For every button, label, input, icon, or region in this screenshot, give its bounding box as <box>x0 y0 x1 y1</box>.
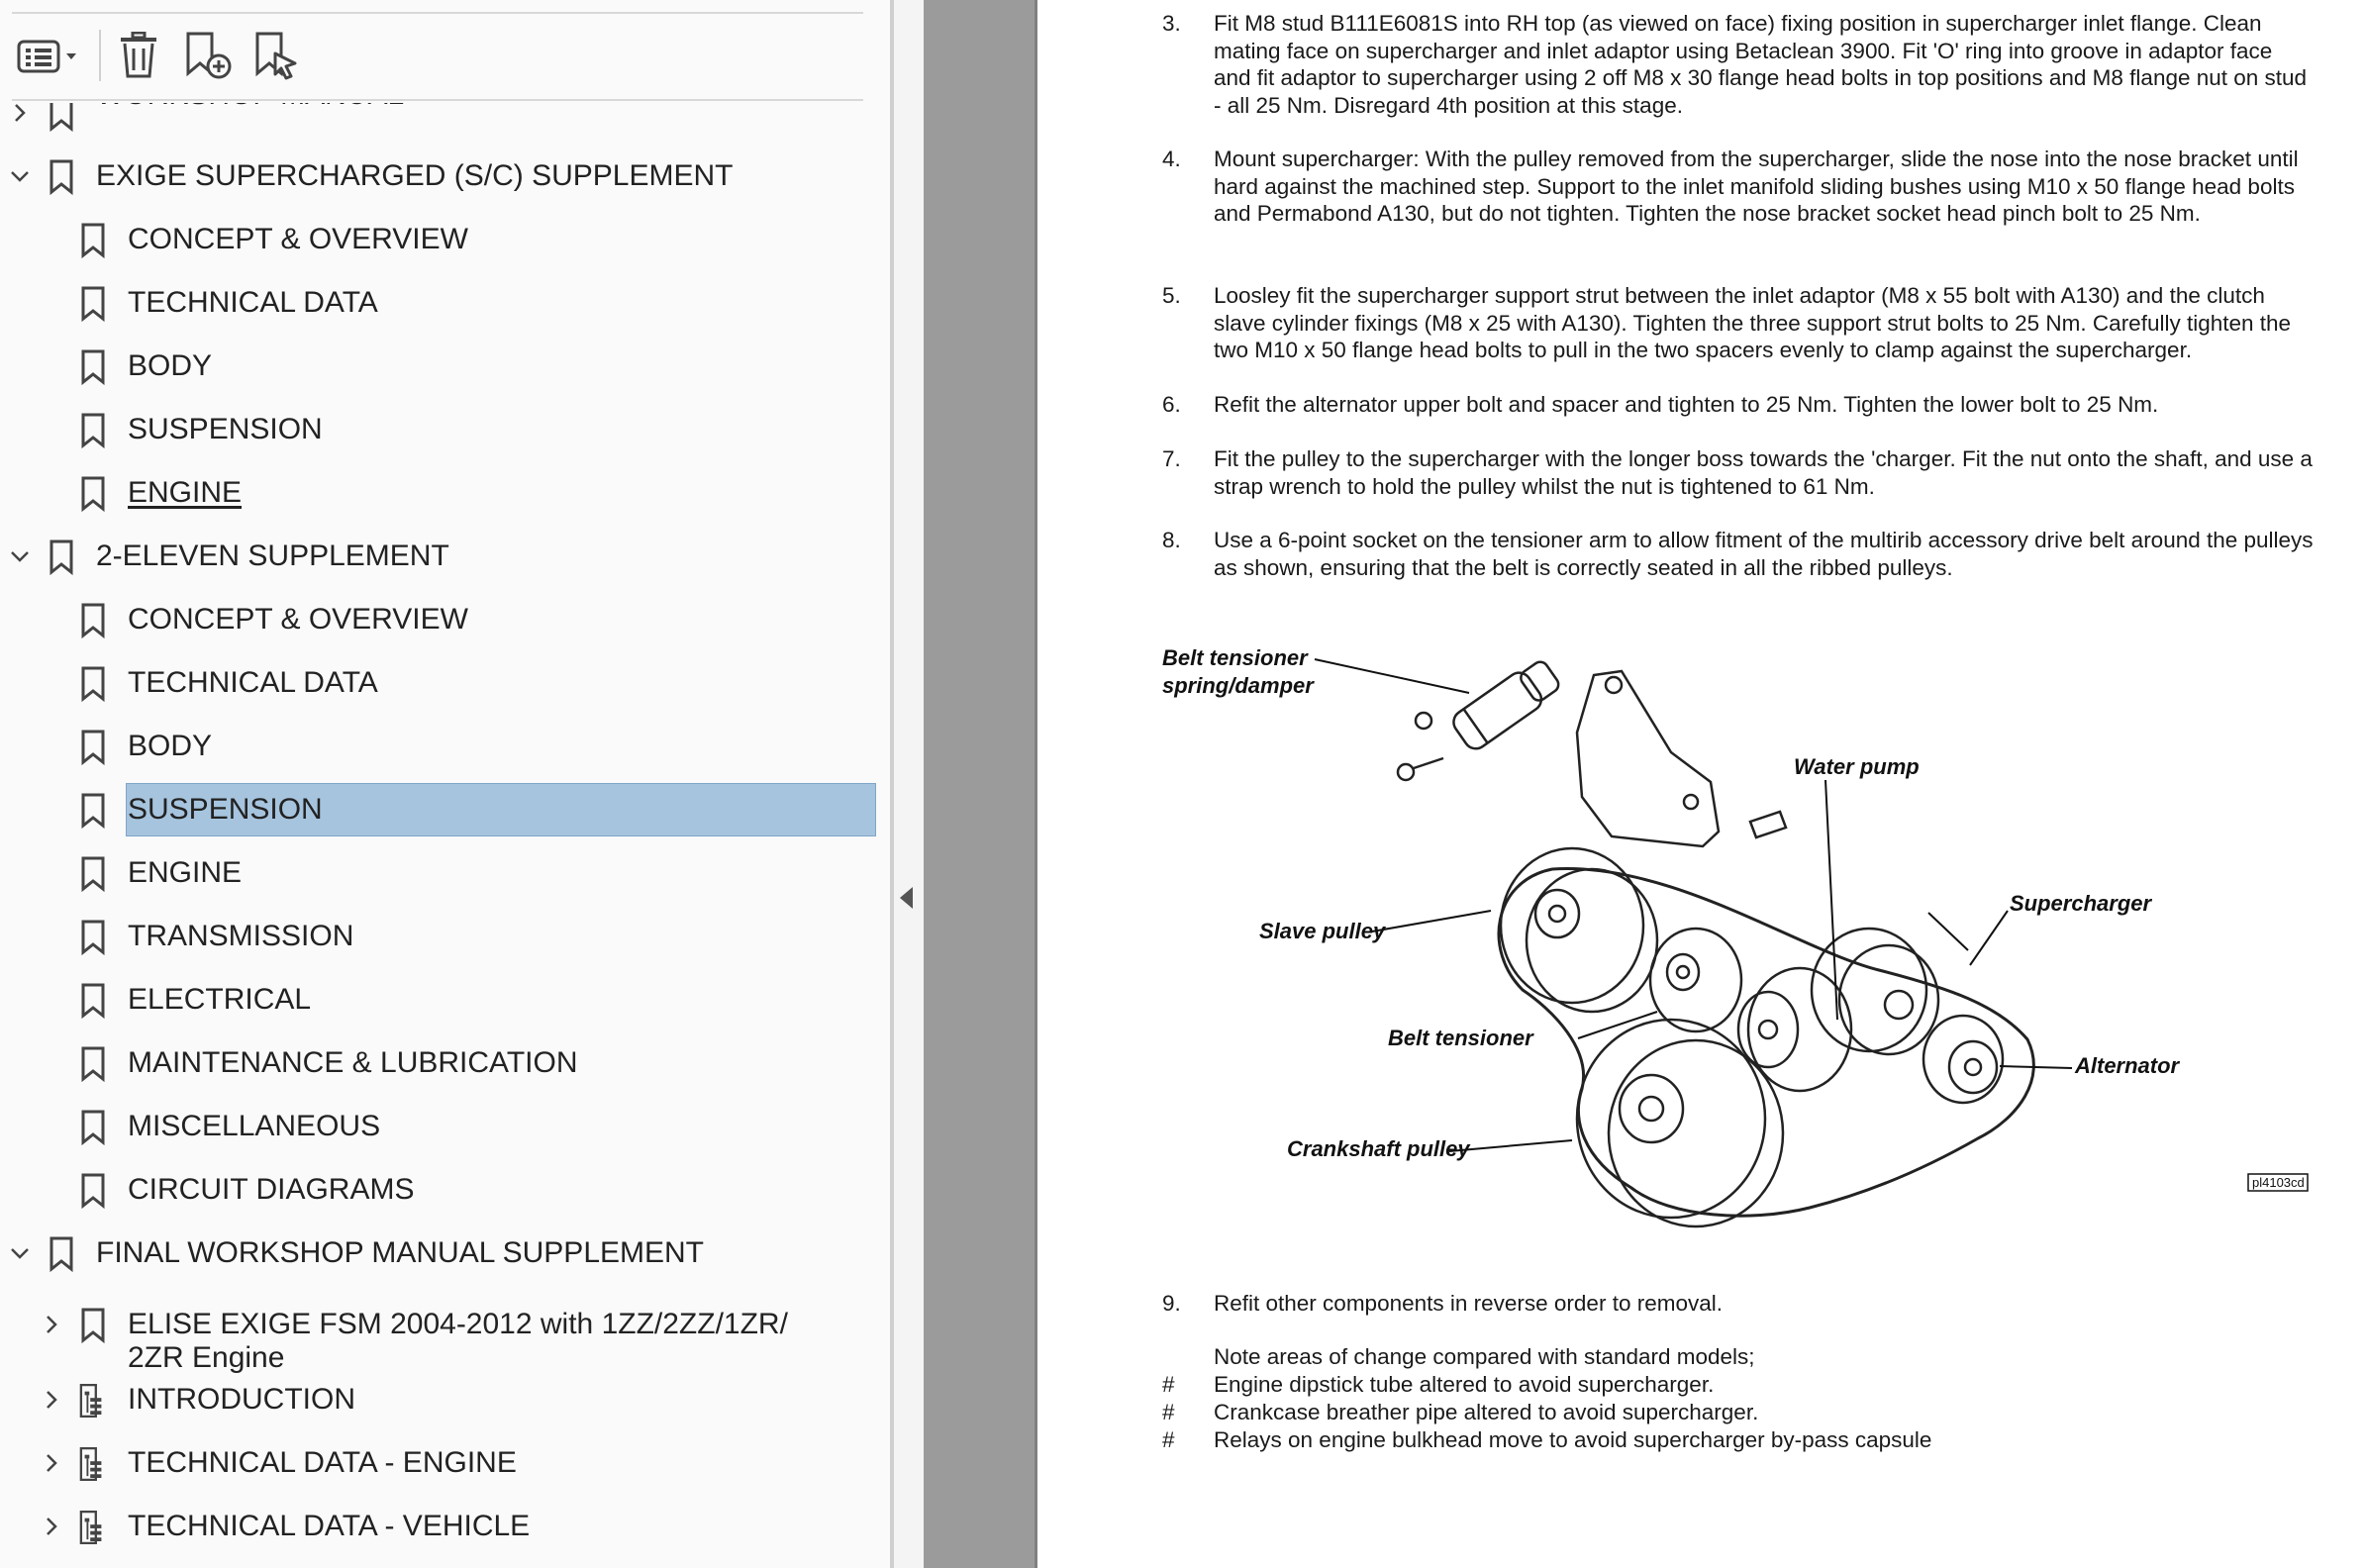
bookmark-label: TECHNICAL DATA - VEHICLE <box>128 1510 531 1542</box>
bookmark-icon <box>79 729 107 766</box>
step-text: Loosley fit the supercharger support strut between the inlet adaptor (M8 x 55 bolt with A130) and the clutch slave cylinder fixings (M8 x 25 with A130). Tighten the three support strut bolts to 25 Nm. Carefully tighten the two M10 x 50 flange head bolts to pull in the two spacers evenly to clamp against the supercharger. <box>1214 283 2292 362</box>
step-text: Fit the pulley to the supercharger with the longer boss towards the 'charger. Fit the nut onto the shaft, and use a strap wrench to hold the pulley whilst the nut is tightened to 61 Nm. <box>1214 446 2313 499</box>
supercharger-pulley-shape <box>1812 929 1938 1054</box>
bookmark-item[interactable] <box>0 590 890 649</box>
figure-ref: pl4103cd <box>2252 1175 2305 1190</box>
step-number: 9. <box>1162 1291 1181 1316</box>
callout-water-pump: Water pump <box>1794 754 1920 779</box>
chevron-down-icon[interactable] <box>6 162 34 190</box>
callout-crankshaft-pulley: Crankshaft pulley <box>1287 1136 1470 1161</box>
bookmark-item[interactable] <box>0 1295 890 1374</box>
bookmark-label: BODY <box>128 349 213 382</box>
bookmark-icon <box>48 1235 75 1273</box>
bookmark-item[interactable] <box>0 1097 890 1156</box>
find-current-bookmark-icon[interactable] <box>251 30 303 81</box>
chevron-down-icon[interactable] <box>6 542 34 570</box>
bookmark-item[interactable] <box>0 463 890 523</box>
delete-bookmark-icon[interactable] <box>113 30 164 81</box>
callout-alternator: Alternator <box>2075 1053 2180 1078</box>
callout-belt-tensioner: Belt tensioner <box>1388 1026 1533 1050</box>
bookmark-label: ENGINE <box>128 856 243 889</box>
step-number: 4. <box>1162 147 1181 171</box>
structure-bookmark-icon <box>79 1509 107 1546</box>
bookmark-label: MAINTENANCE & LUBRICATION <box>128 1046 578 1079</box>
collapse-panel-arrow-icon[interactable] <box>900 887 913 909</box>
callout-slave-pulley: Slave pulley <box>1259 919 1386 943</box>
step-text: Fit M8 stud B111E6081S into RH top (as viewed on face) fixing position in supercharger inlet flange. Clean mating face on supercharger and inlet adaptor using Betaclean 3900. Fit 'O' ring into groove in adaptor face and fit adaptor to supercharger using 2 off M8 x 30 flange head bolts in top positions and M8 flange nut on stud - all 25 Nm. Disregard 4th position at this stage. <box>1214 11 2308 118</box>
bookmark-label: EXIGE SUPERCHARGED (S/C) SUPPLEMENT <box>96 159 734 192</box>
note-item: Crankcase breather pipe altered to avoid supercharger. <box>1214 1400 1759 1424</box>
alternator-pulley-shape <box>1923 1016 2003 1103</box>
chevron-right-icon[interactable] <box>6 99 34 127</box>
bookmark-label-line2: 2ZR Engine <box>128 1341 285 1374</box>
bookmark-item[interactable] <box>0 273 890 333</box>
structure-bookmark-icon <box>79 1382 107 1420</box>
chevron-right-icon[interactable] <box>38 1513 65 1540</box>
step-number: 5. <box>1162 283 1181 308</box>
bookmark-icon <box>48 539 75 576</box>
structure-bookmark-icon <box>79 1445 107 1483</box>
bracket-shape <box>1577 671 1719 846</box>
note-intro: Note areas of change compared with standard models; <box>1214 1344 1755 1369</box>
bookmark-icon <box>79 1307 107 1344</box>
bookmark-icon <box>79 1109 107 1146</box>
new-bookmark-icon[interactable] <box>182 30 234 81</box>
step-number: 6. <box>1162 392 1181 417</box>
document-page <box>1037 0 2366 1568</box>
bookmark-label: MISCELLANEOUS <box>128 1110 381 1142</box>
leader-supercharger <box>1970 911 2008 965</box>
bookmark-item[interactable] <box>0 653 890 713</box>
bookmark-item[interactable] <box>0 400 890 459</box>
bookmark-label: FINAL WORKSHOP MANUAL SUPPLEMENT <box>96 1236 705 1269</box>
bookmark-item[interactable] <box>0 717 890 776</box>
bookmark-label: TECHNICAL DATA - ENGINE <box>128 1446 517 1479</box>
bookmark-label: TRANSMISSION <box>128 920 354 952</box>
bookmark-item[interactable] <box>0 780 890 839</box>
bookmark-icon <box>79 475 107 513</box>
bookmark-icon <box>79 919 107 956</box>
bookmark-icon <box>79 792 107 830</box>
bookmark-label: ELISE EXIGE FSM 2004-2012 with 1ZZ/2ZZ/1ZR/ <box>128 1308 788 1340</box>
bookmark-label: BODY <box>128 730 213 762</box>
tensioner-damper-shape <box>1449 655 1564 753</box>
bookmark-item[interactable] <box>0 1433 890 1493</box>
step-number: 7. <box>1162 446 1181 471</box>
bookmark-label: ENGINE <box>128 476 243 509</box>
chevron-right-icon[interactable] <box>38 1311 65 1338</box>
bookmark-label: 2-ELEVEN SUPPLEMENT <box>96 539 449 572</box>
bookmark-tree <box>0 0 890 1568</box>
bookmark-item[interactable] <box>0 907 890 966</box>
toolbar-separator <box>99 30 101 81</box>
bookmark-item[interactable] <box>0 1370 890 1429</box>
bookmark-label: CONCEPT & OVERVIEW <box>128 603 468 636</box>
step-number: 3. <box>1162 11 1181 36</box>
callout-belt-tensioner-damper-line2: spring/damper <box>1162 673 1314 698</box>
bookmark-item[interactable] <box>0 1033 890 1093</box>
note-item: Engine dipstick tube altered to avoid supercharger. <box>1214 1372 1715 1397</box>
chevron-right-icon[interactable] <box>38 1449 65 1477</box>
bookmark-item[interactable] <box>0 210 890 269</box>
callout-supercharger: Supercharger <box>2010 891 2152 916</box>
step-text: Mount supercharger: With the pulley removed from the supercharger, slide the nose into the nose bracket until hard against the machined step. Support to the inlet manifold sliding bushes using M10 x 50 flange head bolts and Permabond A130, but do not tighten. Tighten the nose bracket socket head pinch bolt to 25 Nm. <box>1214 147 2299 226</box>
belt-routing-diagram <box>1156 624 2324 1237</box>
bookmark-icon <box>79 412 107 449</box>
bookmark-label: SUSPENSION <box>128 793 323 826</box>
bookmark-label: CIRCUIT DIAGRAMS <box>128 1173 415 1206</box>
bookmark-item[interactable] <box>0 527 890 586</box>
step-number: 8. <box>1162 528 1181 552</box>
bookmark-label: TECHNICAL DATA <box>128 286 378 319</box>
page-gutter <box>924 0 1035 1568</box>
bookmark-item[interactable] <box>0 1160 890 1220</box>
bookmark-icon <box>79 1172 107 1210</box>
bookmarks-panel <box>0 0 890 1568</box>
bookmark-icon <box>79 982 107 1020</box>
toolbar-bottom-divider <box>12 99 863 101</box>
bookmark-item[interactable] <box>0 337 890 396</box>
bookmark-item[interactable] <box>0 843 890 903</box>
toolbar-top-divider <box>12 12 863 14</box>
bookmark-icon <box>79 222 107 259</box>
tensioner-pulley-shape <box>1650 929 1741 1031</box>
step-text: Use a 6-point socket on the tensioner arm to allow fitment of the multirib accessory drive belt around the pulleys as shown, ensuring that the belt is correctly seated in all the ribbed pulleys. <box>1214 528 2314 580</box>
bookmark-label: INTRODUCTION <box>128 1383 355 1416</box>
bookmark-icon <box>79 1045 107 1083</box>
bookmark-item[interactable] <box>0 147 890 206</box>
bookmark-icon <box>79 602 107 639</box>
step-text: Refit other components in reverse order to removal. <box>1214 1291 1723 1316</box>
collapse-panel-handle[interactable] <box>894 0 924 1568</box>
chevron-down-icon[interactable] <box>6 1239 34 1267</box>
bookmark-item[interactable] <box>0 970 890 1029</box>
bookmark-icon <box>79 665 107 703</box>
bookmark-icon <box>79 348 107 386</box>
chevron-right-icon[interactable] <box>38 1386 65 1414</box>
note-mark: # <box>1162 1400 1175 1424</box>
bookmark-label: TECHNICAL DATA <box>128 666 378 699</box>
bookmark-label: CONCEPT & OVERVIEW <box>128 223 468 255</box>
bookmarks-toolbar <box>0 0 890 103</box>
bookmark-icon <box>79 855 107 893</box>
bookmark-item[interactable] <box>0 1224 890 1283</box>
note-item: Relays on engine bulkhead move to avoid supercharger by-pass capsule <box>1214 1427 1932 1452</box>
bookmark-label: SUSPENSION <box>128 413 323 445</box>
bookmark-label: ELECTRICAL <box>128 983 312 1016</box>
bookmark-item[interactable] <box>0 1497 890 1556</box>
bookmark-icon <box>48 158 75 196</box>
slave-pulley-shape <box>1501 848 1657 1012</box>
note-mark: # <box>1162 1427 1175 1452</box>
step-text: Refit the alternator upper bolt and spacer and tighten to 25 Nm. Tighten the lower bolt to 25 Nm. <box>1214 392 2159 417</box>
note-mark: # <box>1162 1372 1175 1397</box>
options-menu-icon[interactable] <box>12 30 87 81</box>
bookmark-icon <box>79 285 107 323</box>
callout-belt-tensioner-damper-line1: Belt tensioner <box>1162 645 1308 670</box>
